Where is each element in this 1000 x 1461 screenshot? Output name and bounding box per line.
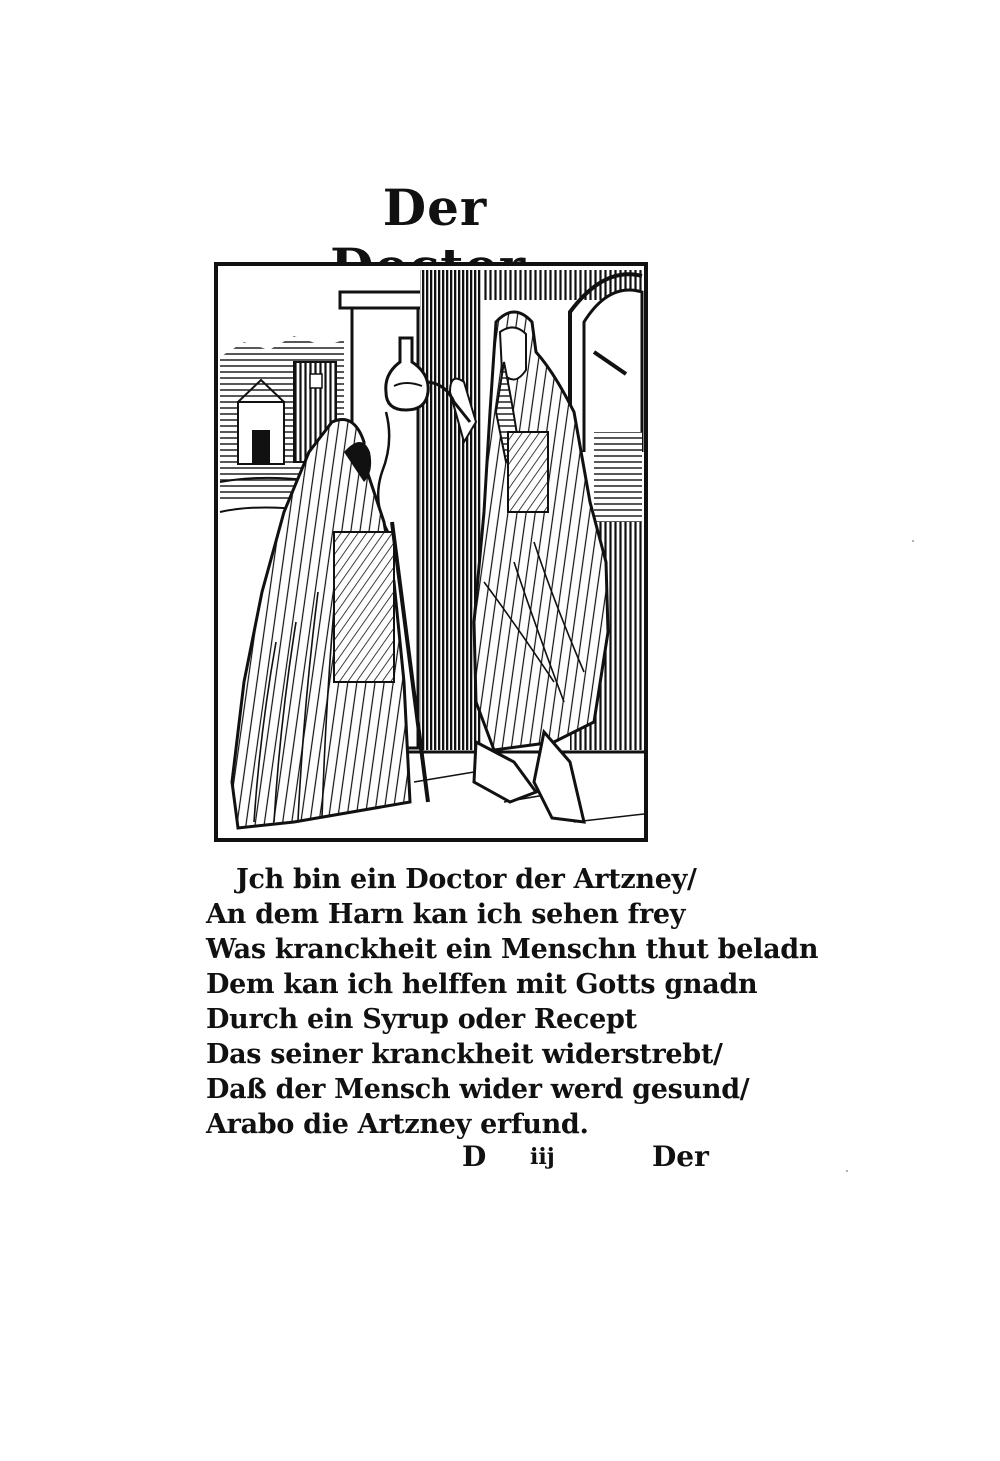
dark-doorway [420, 270, 482, 750]
page-title: Der [382, 178, 488, 237]
paper-speck [846, 1170, 848, 1172]
verse-line: Daß der Mensch wider werd gesund/ [206, 1074, 750, 1105]
verse-line: Das seiner kranckheit widerstrebt/ [206, 1039, 723, 1070]
verse-line: Dem kan ich helffen mit Gotts gnadn [206, 969, 758, 1000]
verse-line: Was kranckheit ein Menschn thut beladn [206, 934, 819, 965]
page-footer [0, 1140, 1000, 1180]
verse-line: Arabo die Artzney erfund. [206, 1109, 589, 1140]
verse-stanza [206, 862, 819, 1142]
verse-line: Durch ein Syrup oder Recept [206, 1004, 637, 1035]
paper-speck [912, 540, 914, 542]
signature-letter: D [462, 1140, 487, 1173]
verse-line: Jch bin ein Doctor der Artzney/ [236, 864, 697, 895]
woodcut-illustration [214, 262, 648, 842]
verse-line: An dem Harn kan ich sehen frey [206, 899, 686, 930]
catchword: Der [652, 1140, 709, 1173]
signature-number: iij [530, 1144, 555, 1170]
